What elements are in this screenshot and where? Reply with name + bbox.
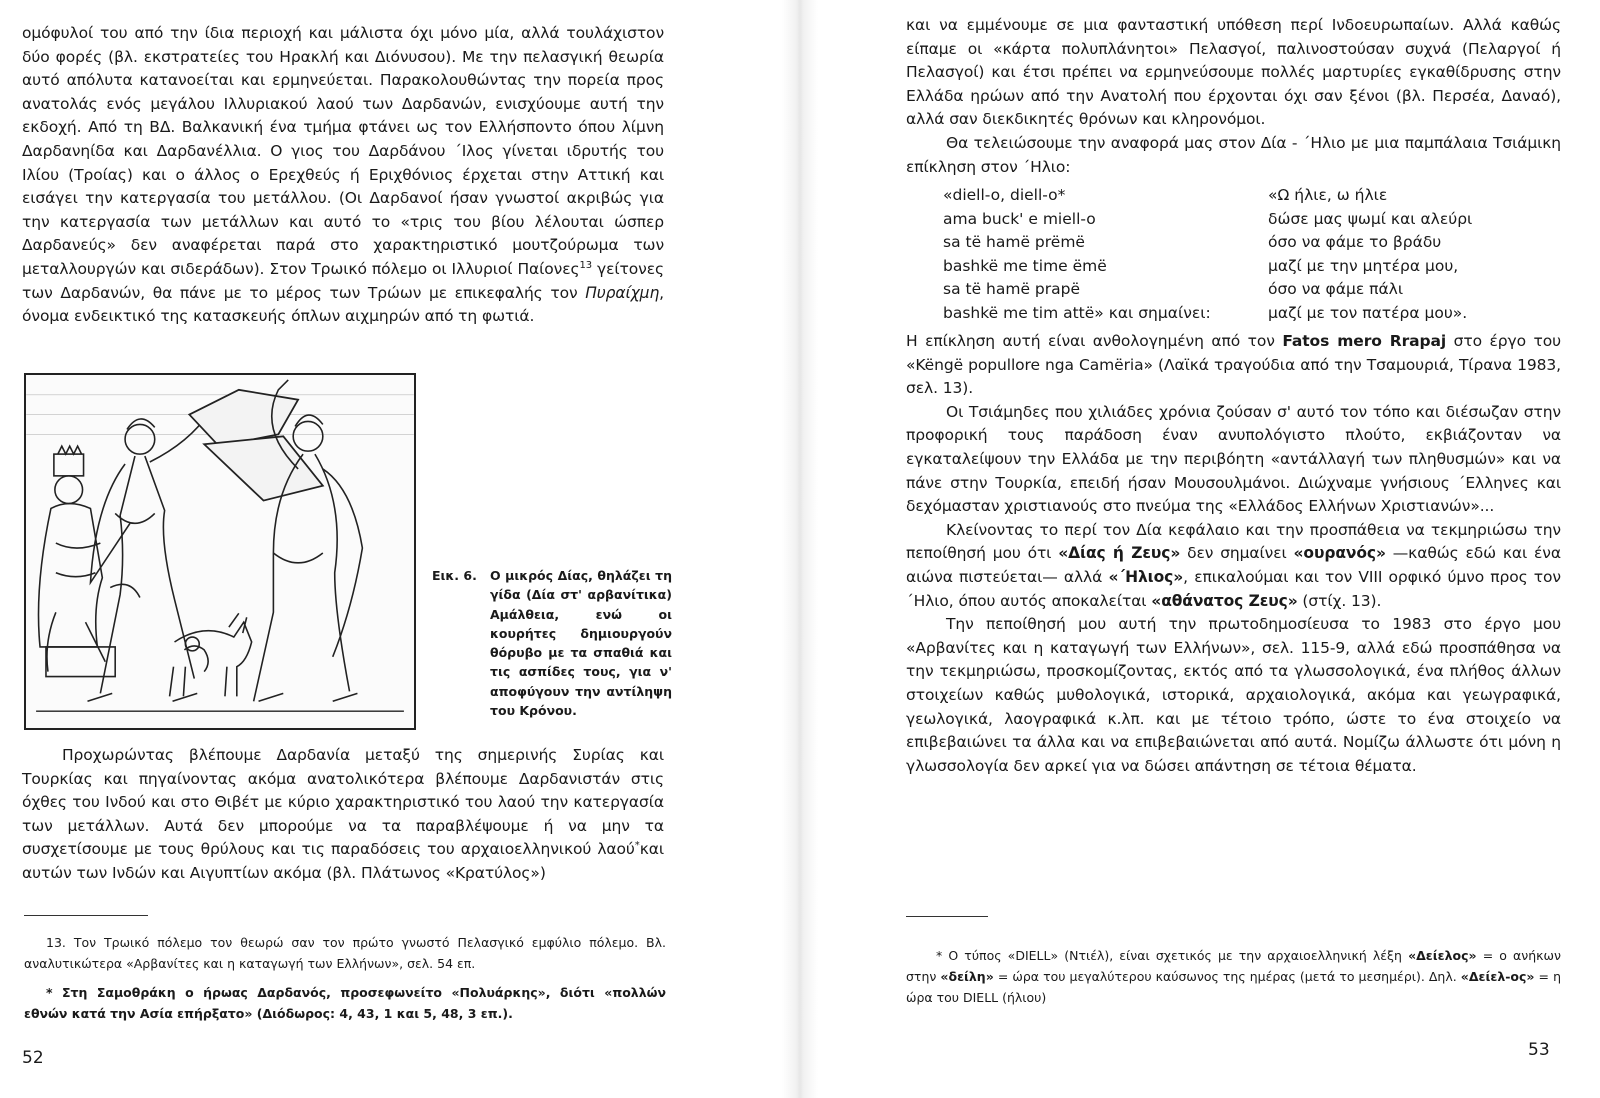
left-page	[0, 0, 782, 1098]
right-paragraph-1-2	[906, 14, 1561, 179]
right-footnote	[906, 945, 1561, 1008]
right-paragraph-3-a: Η επίκληση αυτή είναι ανθολογημένη από τον	[906, 332, 1283, 350]
tsamiko-poem	[943, 184, 1563, 326]
figure-engraving	[24, 373, 416, 730]
bold-athanatos-zeus: «αθάνατος Ζευς»	[1151, 591, 1298, 610]
footnote-ref-star: *	[634, 840, 640, 852]
poem-greek: μαζί με τον πατέρα μου».	[1268, 303, 1468, 322]
bold-ouranos: «ουρανός»	[1293, 544, 1386, 563]
right-footnote-e: = η ώρα του DIELL (ήλιου)	[906, 969, 1561, 1005]
bold-ilios: «΄Ηλιος»	[1108, 567, 1184, 586]
right-footnote-d: = ώρα του μεγαλύτερου καύσωνος της ημέρας (μετά το μεσημέρι). Δηλ.	[993, 969, 1461, 984]
poem-line	[943, 302, 1563, 326]
right-paragraph-5-a: Κλείνοντας το περί τον Δία κεφάλαιο και την προσπάθεια να τεκμηριώσω την πεποίθησή μου ότι	[906, 520, 1561, 563]
poem-line	[943, 231, 1563, 255]
left-paragraph-2-text: Προχωρώντας βλέπουμε Δαρδανία μεταξύ της σημερινής Συρίας και Τουρκίας και πηγαίνοντας ακόμα ανατολικότερα βλέπουμε Δαρδανιστάν στις όχθες του Ινδού και στο Θιβέτ με κύριο χαρακτηριστικό του λαού την κατεργασία των μετάλλων. Αυτά δεν μπορούμε να τα παραβλέψουμε ή να μην τα συσχετίσουμε με τους θρύλους και τις παραδόσεις του αρχαιοελληνικού λαού	[22, 746, 664, 859]
figure-caption-label: Εικ. 6.	[432, 568, 477, 583]
right-paragraph-5-f: (στίχ. 13).	[1297, 591, 1382, 610]
poem-line	[943, 278, 1563, 302]
right-paragraph-2: Θα τελειώσουμε την αναφορά μας στον Δία - ΄Ηλιο με μια παμπάλαια Τσιάμικη επίκληση στον ΄Ηλιο:	[906, 133, 1561, 176]
poem-line	[943, 184, 1563, 208]
poem-line	[943, 208, 1563, 232]
poem-albanian: sa të hamë prëmë	[943, 233, 1085, 252]
author-name: Fatos mero Rrapaj	[1282, 332, 1447, 350]
page-number-left: 52	[22, 1048, 44, 1068]
left-footnote-13-text: 13. Τον Τρωικό πόλεμο τον θεωρώ σαν τον πρώτο γνωστό Πελασγικό εμφύλιο πόλεμο. Βλ. αναλυτικώτερα «Αρβανίτες και η καταγωγή των Ελλήνων», σελ. 54 επ.	[24, 935, 666, 971]
right-paragraph-1: και να εμμένουμε σε μια φανταστική υπόθεση περί Ινδοευρωπαίων. Αλλά καθώς είπαμε οι «κάρτα πολυπλάνητοι» Πελασγοί, παλινοστούσαν συχνά (Πελαργοί ή Πελασγοί) και έτσι πρέπει να ερμηνεύσουμε πολλές μαρτυρίες εγκαθίδρυσης στην Ελλάδα ηρώων από την Ανατολή που έρχονται όχι σαν ξένοι (βλ. Περσέα, Δαναό), αλλά σαν διεκδικητές θρόνων και κληρονόμοι.	[906, 16, 1561, 129]
right-paragraph-5-d: —καθώς εδώ και ένα αιώνα πιστεύεται— αλλά	[906, 544, 1561, 586]
figure-caption-text: Ο μικρός Δίας, θηλάζει τη γίδα (Δία στ' αρβανίτικα) Αμάλθεια, ενώ οι κουρήτες δημιουργούν θόρυβο με τα σπαθιά και τις ασπίδες τους, για ν' αποφύγουν την αντίληψη του Κρόνου.	[490, 568, 672, 719]
bold-deielos: «Δείελος»	[1408, 948, 1477, 963]
right-paragraphs-main	[906, 330, 1561, 778]
page-number-right: 53	[1528, 1040, 1550, 1060]
right-footnote-c: = ο ανήκων στην	[906, 948, 1561, 984]
bold-dias-zeus: «Δίας ή Ζευς»	[1058, 544, 1181, 563]
poem-albanian: ama buck' e miell-o	[943, 209, 1096, 228]
right-paragraph-5-c: δεν σημαίνει	[1180, 544, 1294, 563]
footnote-ref-13: 13	[579, 259, 593, 271]
book-gutter	[782, 0, 818, 1098]
right-paragraph-5-e: , επικαλούμαι και τον VIII ορφικό ύμνο προς τον ΄Ηλιο, όπου αυτός αποκαλείται	[906, 567, 1561, 610]
right-footnote-rule	[906, 916, 988, 917]
left-paragraph-1-mid: γείτονες των Δαρδανών, θα πάνε με το μέρος των Τρώων με επικεφαλής τον	[22, 259, 664, 302]
poem-greek: όσο να φάμε το βράδυ	[1268, 233, 1442, 252]
pyraechmes-name: Πυραίχμη	[585, 283, 660, 302]
poem-greek: όσο να φάμε πάλι	[1268, 280, 1404, 299]
poem-albanian: «diell-o, diell-o*	[943, 186, 1066, 204]
right-paragraph-3-b: στο έργο του «Këngë popullore nga Camëria» (Λαϊκά τραγούδια από την Τσαμουριά, Τίρανα 1983, σελ. 13).	[906, 332, 1561, 398]
bold-deili: «δείλη»	[940, 969, 994, 984]
right-paragraph-6: Την πεποίθησή μου αυτή την πρωτοδημοσίευσα το 1983 στο έργο μου «Αρβανίτες και η καταγωγή των Ελλήνων», σελ. 115-9, αλλά εδώ προσπάθησα να την τεκμηριώσω, προσκομίζοντας, εκτός από τα γλωσσολογικά, ένα πλήθος άλλων στοιχείων καθώς μυθολογικά, ιστορικά, αρχαιολογικά, ακόμα και γεωγραφικά, γεωλογικά, λαογραφικά κ.λπ. και με τέτοιο τρόπο, ώστε το ένα στοιχείο να επιβεβαιώνει τα άλλα και να επιβεβαιώνεται από αυτά. Νομίζω άλλωστε ότι μόνη η γλωσσολογία δεν αρκεί για να δώσει απάντηση σε τέτοια θέματα.	[906, 615, 1561, 775]
left-paragraph-2	[22, 744, 664, 886]
left-paragraph-1	[22, 22, 664, 329]
left-footnote-star-text: * Στη Σαμοθράκη ο ήρωας Δαρδανός, προσεφωνείτο «Πολυάρκης», διότι «πολλών εθνών κατά την Ασία επήρξατο» (Διόδωρος: 4, 43, 1 και 5, 48, 3 επ.).	[24, 985, 666, 1021]
right-footnote-a: * Ο τύπος «DIELL» (Ντιέλ), είναι σχετικός με την αρχαιοελληνική λέξη	[936, 948, 1409, 963]
figure-caption	[432, 566, 672, 720]
poem-greek: μαζί με την μητέρα μου,	[1268, 256, 1459, 275]
left-footnote-13	[24, 932, 666, 974]
left-footnote-star	[24, 982, 666, 1024]
bold-deiel-os: «Δείελ-ος»	[1460, 969, 1535, 984]
poem-albanian: bashkë me time ëmë	[943, 256, 1107, 275]
left-footnote-rule	[24, 915, 148, 916]
poem-albanian: sa të hamë prapë	[943, 280, 1081, 299]
left-paragraph-2-end: και αυτών των Ινδών και Αιγυπτίων ακόμα (βλ. Πλάτωνος «Κρατύλος»)	[22, 840, 664, 882]
poem-greek: «Ω ήλιε, ω ήλιε	[1268, 186, 1388, 204]
right-paragraph-4: Οι Τσιάμηδες που χιλιάδες χρόνια ζούσαν σ' αυτό τον τόπο και διέσωζαν στην προφορική τους παράδοση έναν ανυπολόγιστο πλούτο, εκβιάζονταν να εγκαταλείψουν την Ελλάδα με την περιβόητη «αντάλλαγή των πληθυσμών» και να πάνε στην Τουρκία, επειδή ήσαν Μουσουλμάνοι. Διώχναμε γνήσιους ΄Ελληνες και δεχόμασταν χριστιανούς στο πνεύμα της «Ελλάδος Ελλήνων Χριστιανών»...	[906, 402, 1561, 516]
poem-line	[943, 255, 1563, 279]
right-page	[818, 0, 1600, 1098]
engraving-illustration-icon	[26, 375, 414, 728]
left-paragraph-1-text: ομόφυλοί του από την ίδια περιοχή και μάλιστα όχι μόνο μία, αλλά τουλάχιστον δύο φορές (βλ. εκστρατείες του Ηρακλή και Διόνυσου). Με την πελασγική θεωρία αυτό απόλυτα κατανοείται και ερμηνεύεται. Παρακολουθώντας την πορεία προς ανατολάς ενός μεγάλου Ιλλυριακού λαού των Δαρδανών, ενισχύουμε αυτή την εκδοχή. Από τη ΒΔ. Βαλκανική ένα τμήμα φτάνει ως τον Ελλήσποντο όπου λίμνη Δαρδανηίδα και Δαρδανέλλια. Ο γιος του Δαρδάνου ΄Ιλος γίνεται ιδρυτής του Ιλίου (Τροίας) και ο άλλος ο Ερεχθεύς ή Εριχθόνιος έρχεται στην Αττική και εισάγει την κατεργασία του μετάλλου. (Οι Δαρδανοί ήσαν γνωστοί ακριβώς για την κατεργασία των μετάλλων και αυτό το «τρις του βίου λέλουται ώσπερ Δαρδανεύς» δεν αναφέρεται παρά στο χαρακτηριστικό μουτζούρωμα των μεταλλουργών και σιδεράδων). Στον Τρωικό πόλεμο οι Ιλλυριοί Παίονες	[22, 24, 664, 278]
poem-albanian: bashkë me tim attë» και σημαίνει:	[943, 303, 1211, 322]
poem-greek: δώσε μας ψωμί και αλεύρι	[1268, 209, 1473, 228]
left-paragraph-1-end: , όνομα ενδεικτικό της κατασκευής όπλων αιχμηρών από τη φωτιά.	[22, 283, 664, 326]
